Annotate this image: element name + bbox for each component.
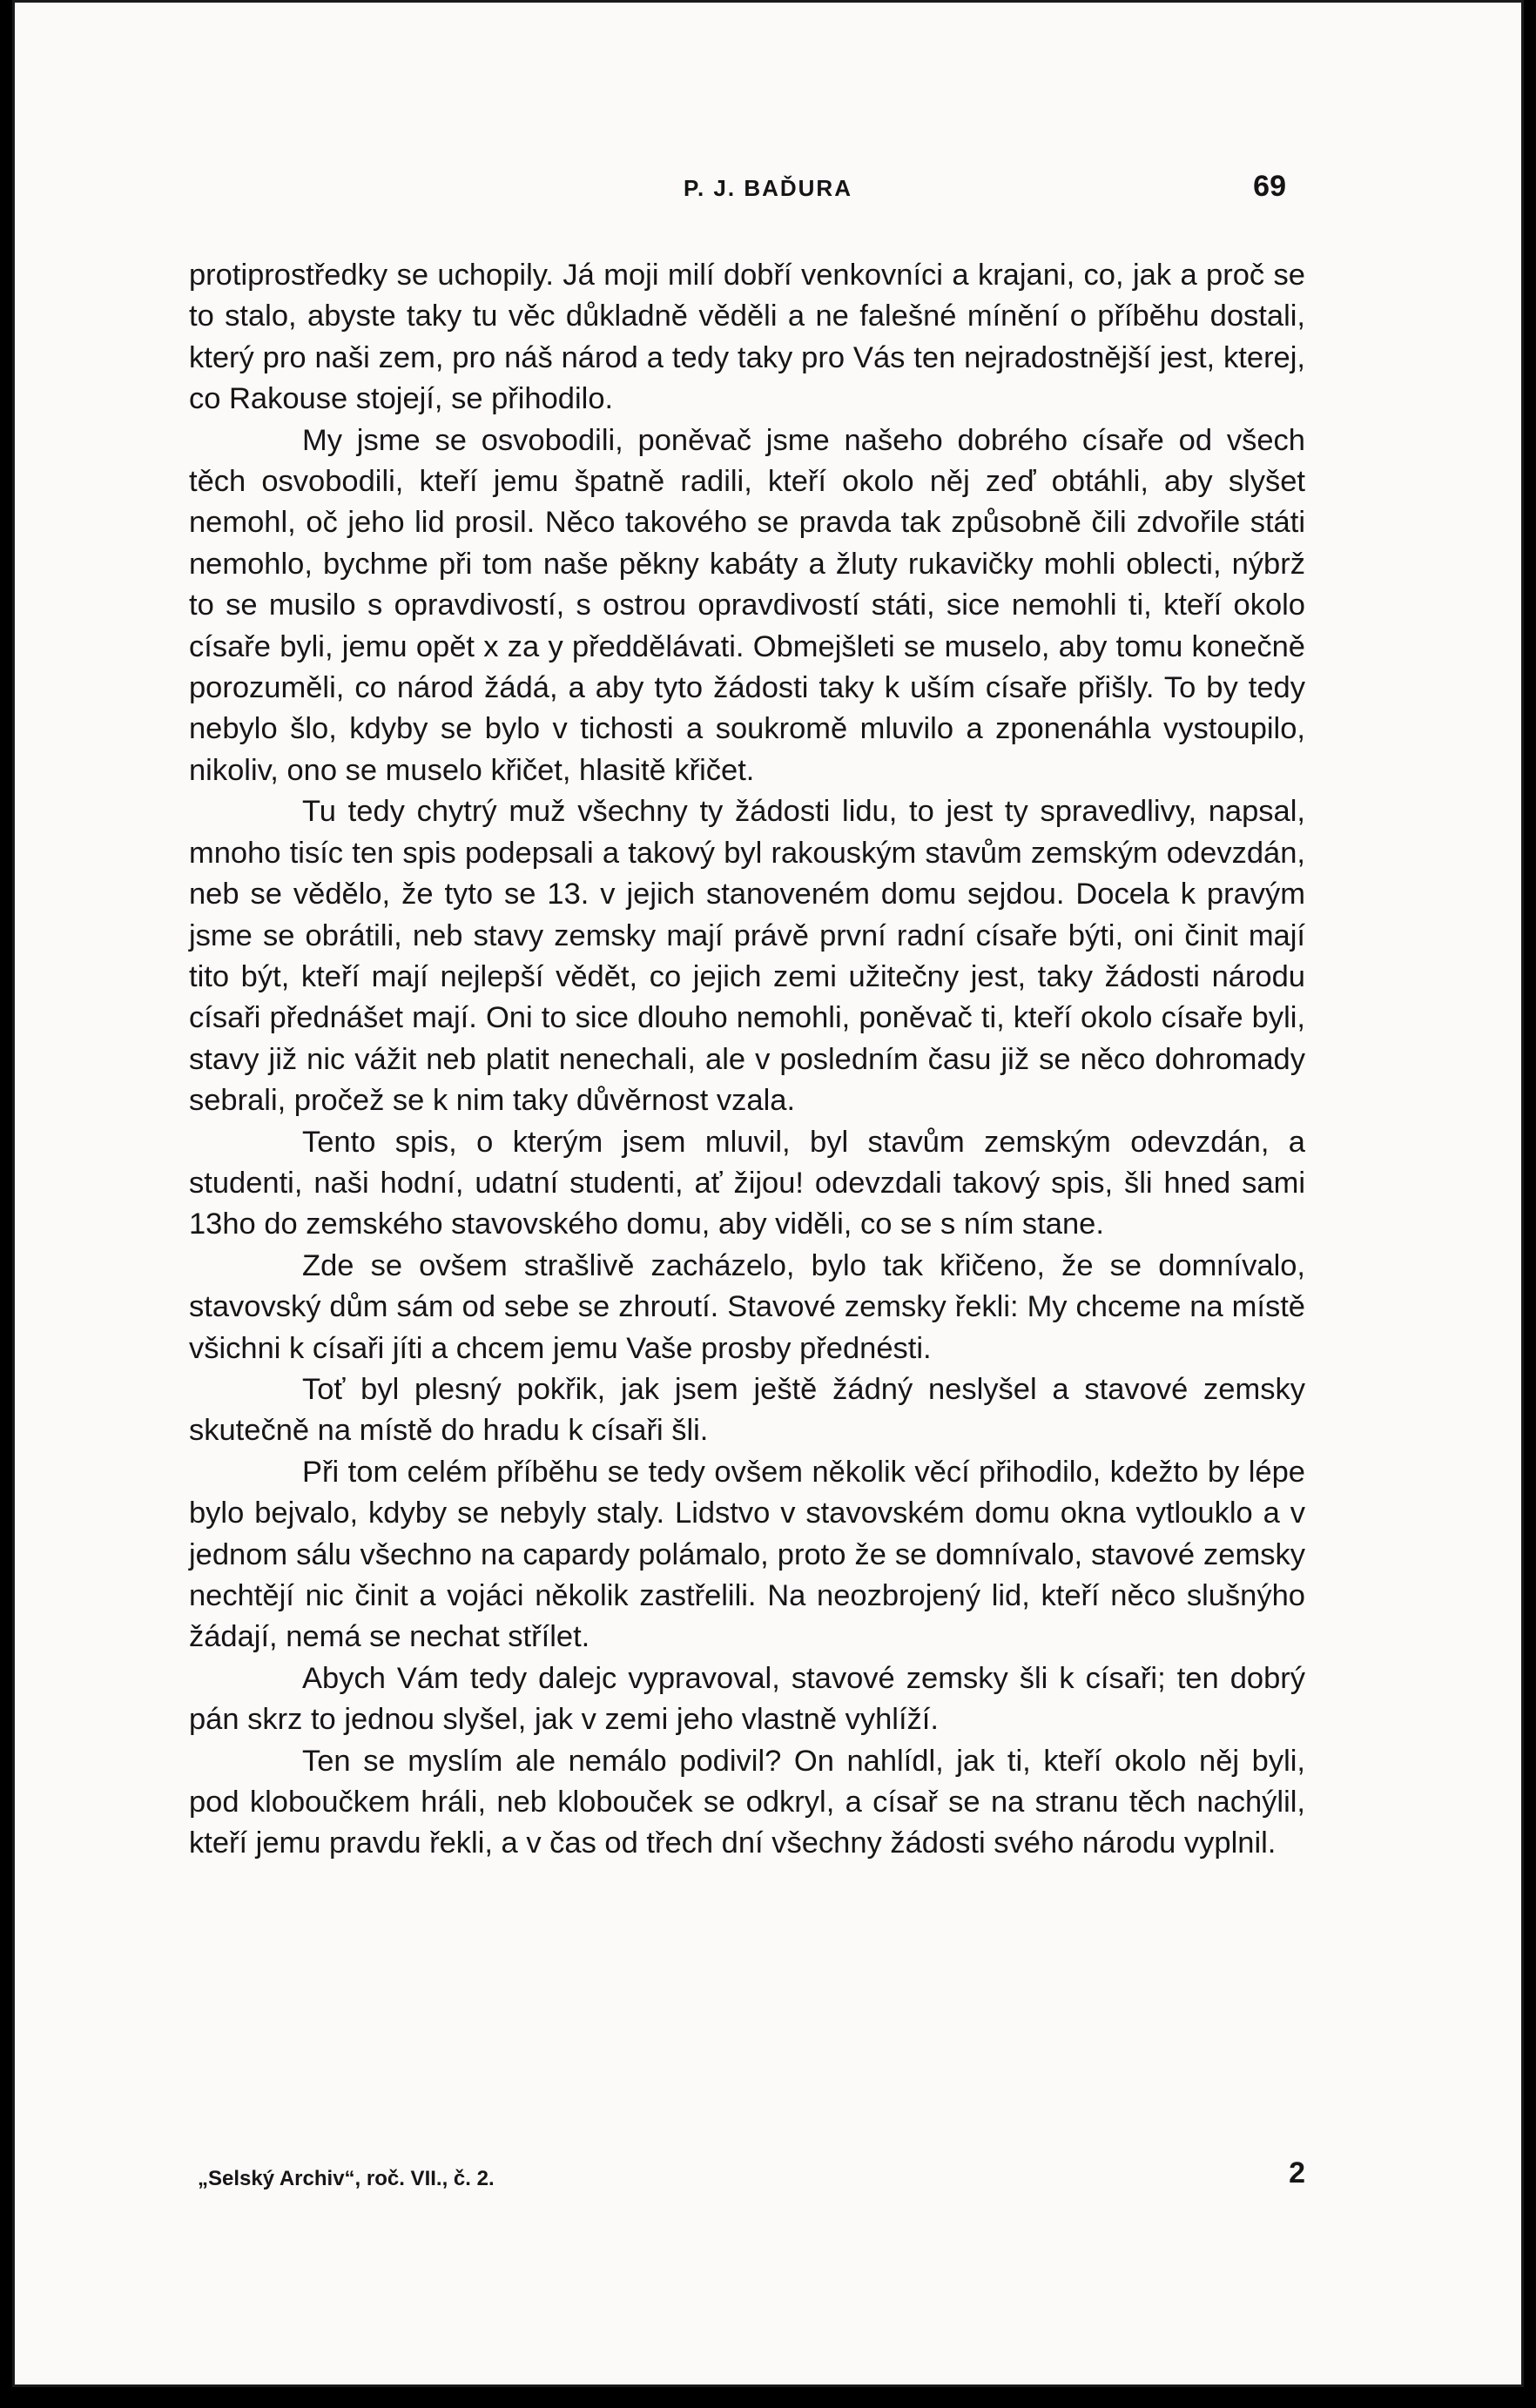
paragraph-5: Zde se ovšem strašlivě zacházelo, bylo tak křičeno, že se domnívalo, stavovský dům sám od sebe se zhroutí. Stavové zemsky řekli: My chceme na místě všichni k císaři jíti a chcem jemu Vaše prosby přednésti. bbox=[189, 1248, 1305, 1365]
page-header bbox=[15, 170, 1521, 213]
running-head: P. J. BAĎURA bbox=[683, 175, 852, 201]
paragraph-2: My jsme se osvobodili, poněvač jsme našeho dobrého císaře od všech těch osvobodili, kteří jemu špatně radili, kteří okolo něj zeď obtáhli, aby slyšet nemohl, oč jeho lid prosil. Něco takového se pravda tak způsobně čili zdvořile státi nemohlo, bychme při tom naše pěkny kabáty a žluty rukavičky mohli oblecti, nýbrž to se musilo s opravdivostí, s ostrou opravdivostí státi, sice nemohli ti, kteří okolo císaře byli, jemu opět x za y předdělávati. Obmejšleti se muselo, aby tomu konečně porozuměli, co národ žádá, a aby tyto žádosti taky k uším císaře přišly. To by tedy nebylo šlo, kdyby se bylo v tichosti a soukromě mluvilo a zponenáhla vystoupilo, nikoliv, ono se muselo křičet, hlasitě křičet. bbox=[189, 423, 1305, 787]
paragraph-3: Tu tedy chytrý muž všechny ty žádosti lidu, to jest ty spravedlivy, napsal, mnoho tisíc ten spis podepsali a takový byl rakouským stavům zemským odevzdán, neb se vědělo, že tyto se 13. v jejich stanoveném domu sejdou. Docela k pravým jsme se obrátili, neb stavy zemsky mají právě první radní císaře býti, oni činit mají tito být, kteří mají nejlepší vědět, co jejich zemi užitečny jest, taky žádosti národu císaři přednášet mají. Oni to sice dlouho nemohli, poněvač ti, kteří okolo císaře byli, stavy již nic vážit neb platit nenechali, ale v posledním času již se něco dohromady sebrali, pročež se k nim taky důvěrnost vzala. bbox=[189, 795, 1305, 1118]
paragraph-6: Toť byl plesný pokřik, jak jsem ještě žádný neslyšel a stavové zemsky skutečně na místě do hradu k císaři šli. bbox=[189, 1372, 1305, 1448]
document-page bbox=[12, 0, 1524, 2387]
paragraph-9: Ten se myslím ale nemálo podivil? On nahlídl, jak ti, kteří okolo něj byli, pod kloboučkem hráli, neb klobouček se odkryl, a císař se na stranu těch nachýlil, kteří jemu pravdu řekli, a v čas od třech dní všechny žádosti svého národu vyplnil. bbox=[189, 1744, 1305, 1860]
body-text bbox=[189, 255, 1305, 1865]
paragraph-4: Tento spis, o kterým jsem mluvil, byl stavům zemským odevzdán, a studenti, naši hodní, udatní studenti, ať žijou! odevzdali takový spis, šli hned sami 13ho do zemského stavovského domu, aby viděli, co se s ním stane. bbox=[189, 1125, 1305, 1241]
paragraph-7: Při tom celém příběhu se tedy ovšem několik věcí přihodilo, kdežto by lépe bylo bejvalo, kdyby se nebyly staly. Lidstvo v stavovském domu okna vytlouklo a v jednom sálu všechno na capardy polámalo, proto že se domnívalo, stavové zemsky nechtějí nic činit a vojáci několik zastřelili. Na neozbrojený lid, kteří něco slušnýho žádají, nemá se nechat střílet. bbox=[189, 1455, 1305, 1654]
signature-mark: 2 bbox=[1289, 2156, 1305, 2189]
paragraph-8: Abych Vám tedy dalejc vypravoval, stavové zemsky šli k císaři; ten dobrý pán skrz to jednou slyšel, jak v zemi jeho vlastně vyhlíží. bbox=[189, 1661, 1305, 1737]
page-number: 69 bbox=[1253, 170, 1286, 203]
footer-source: „Selský Archiv“, roč. VII., č. 2. bbox=[198, 2167, 495, 2190]
page-footer bbox=[189, 2156, 1305, 2195]
paragraph-1: protiprostředky se uchopily. Já moji milí dobří venkovníci a krajani, co, jak a proč se to stalo, abyste taky tu věc důkladně věděli a ne falešné mínění o příběhu dostali, který pro naši zem, pro náš národ a tedy taky pro Vás ten nejradostnější jest, kterej, co Rakouse stojejí, se přihodilo. bbox=[189, 259, 1305, 416]
